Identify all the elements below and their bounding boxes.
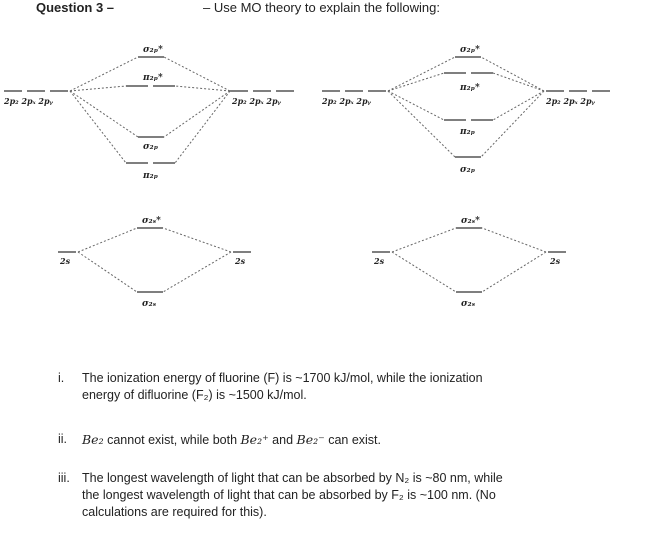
right-pi-2p-label: π₂ₚ (460, 127, 476, 137)
right-sigma-2p-star-label: σ₂ₚ* (460, 45, 480, 55)
right-sigma-2p-label: σ₂ₚ (460, 165, 476, 175)
question-iii-line-1: The longest wavelength of light that can be absorbed by N₂ is ~80 nm, while (82, 471, 503, 485)
question-i-line-2: energy of difluorine (F₂) is ~1500 kJ/mol. (82, 388, 307, 402)
right-atomic-2s-left-label: 2s (374, 256, 385, 266)
left-pi-2p-label: π₂ₚ (143, 171, 159, 181)
right-pi-2p-star-label: π₂ₚ* (460, 83, 480, 93)
question-iii-number: iii. (58, 471, 70, 485)
left-sigma-2s-label: σ₂ₛ (142, 299, 157, 309)
question-iii-line-3: calculations are required for this). (82, 505, 267, 519)
left-sigma-2p-label: σ₂ₚ (143, 142, 159, 152)
question-ii-text-b: and (268, 433, 297, 447)
left-pi-2p-star-label: π₂ₚ* (143, 73, 163, 83)
left-atomic-2s-right-label: 2s (235, 256, 246, 266)
question-ii-text-a: cannot exist, while both (103, 433, 241, 447)
question-ii-be2-plus: Be₂⁺ (240, 432, 269, 447)
mo-diagram-left (3, 45, 294, 309)
left-sigma-2p-star-label: σ₂ₚ* (143, 45, 163, 55)
left-sigma-2s-star-label: σ₂ₛ* (142, 216, 161, 226)
question-title: Question 3 – (36, 0, 115, 15)
right-sigma-2s-label: σ₂ₛ (461, 299, 476, 309)
question-ii-text-c: can exist. (324, 433, 381, 447)
instruction-text: – Use MO theory to explain the following: (203, 0, 441, 15)
right-sigma-2s-star-label: σ₂ₛ* (461, 216, 480, 226)
mo-diagram-right (321, 45, 610, 309)
right-atomic-2p-right-label: 2p₂ 2pₓ 2pᵧ (546, 96, 595, 106)
left-atomic-2p-right-label: 2p₂ 2pₓ 2pᵧ (232, 96, 281, 106)
right-atomic-2p-left-label: 2p₂ 2pₓ 2pᵧ (322, 96, 371, 106)
question-ii-number: ii. (58, 432, 68, 446)
question-ii-be2-minus: Be₂⁻ (296, 432, 325, 447)
left-atomic-2p-left-label: 2p₂ 2pₓ 2pᵧ (4, 96, 53, 106)
question-i-number: i. (58, 371, 65, 385)
question-ii-be2: Be₂ (82, 432, 104, 447)
question-i-line-1: The ionization energy of fluorine (F) is ~1700 kJ/mol, while the ionization (82, 371, 483, 385)
question-iii-line-2: the longest wavelength of light that can be absorbed by F₂ is ~100 nm. (No (82, 488, 496, 502)
right-atomic-2s-right-label: 2s (550, 256, 561, 266)
left-atomic-2s-left-label: 2s (60, 256, 71, 266)
